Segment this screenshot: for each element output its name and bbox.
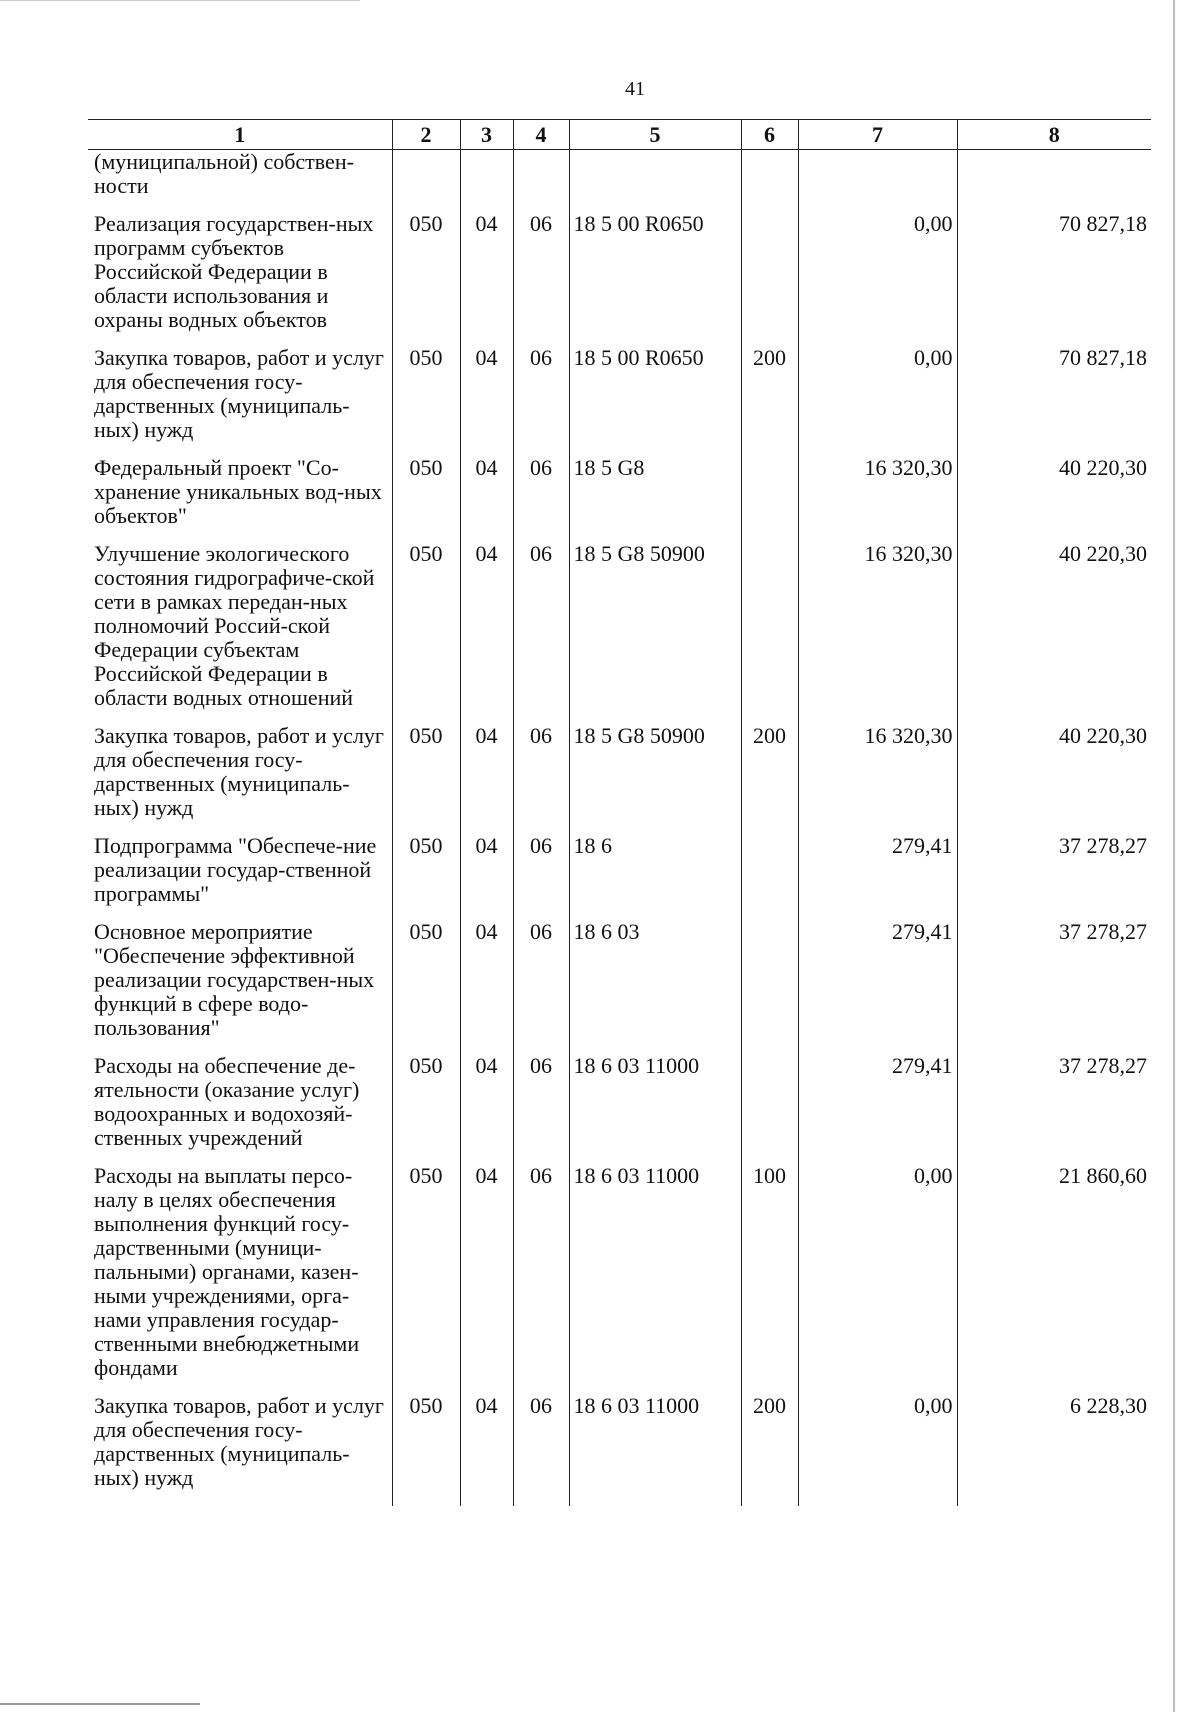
- target-article-cell: 18 5 G8 50900: [569, 724, 741, 834]
- row-name-cell: Улучшение экологического состояния гидрографиче-ской сети в рамках передан-ных полномочий Россий-ской Федерации субъектам Российской Федерации в области водных отношений: [94, 541, 375, 710]
- ministry-code-cell: [392, 150, 460, 213]
- subsection-code-cell: 06: [513, 212, 569, 346]
- subsection-code-cell: 06: [513, 346, 569, 456]
- ministry-code-cell: 050: [392, 1394, 460, 1506]
- target-article-cell: 18 6 03: [569, 920, 741, 1054]
- ministry-code-cell: 050: [392, 1164, 460, 1394]
- ministry-code-cell: 050: [392, 456, 460, 542]
- subsection-code-cell: 06: [513, 542, 569, 724]
- row-name-cell: Закупка товаров, работ и услуг для обеспечения госу-дарственных (муниципаль-ных) нужд: [94, 1393, 384, 1490]
- expense-type-cell: 100: [741, 1164, 798, 1394]
- scan-artifact-line: [1173, 0, 1175, 1712]
- ministry-code-cell: 050: [392, 346, 460, 456]
- row-name-cell: (муниципальной) собствен-ности: [94, 149, 354, 198]
- table-body: [88, 150, 1151, 1507]
- section-code-cell: 04: [460, 1164, 513, 1394]
- ministry-code-cell: 050: [392, 834, 460, 920]
- row-name-cell: Закупка товаров, работ и услуг для обеспечения госу-дарственных (муниципаль-ных) нужд: [94, 345, 384, 442]
- subsection-code-cell: 06: [513, 456, 569, 542]
- expense-type-cell: [741, 150, 798, 213]
- column-header-1: 1: [88, 120, 392, 150]
- ministry-code-cell: 050: [392, 1054, 460, 1164]
- amount-col8-cell: 6 228,30: [957, 1394, 1151, 1506]
- table-row: [88, 724, 1151, 834]
- amount-col8-cell: 40 220,30: [957, 724, 1151, 834]
- subsection-code-cell: 06: [513, 1164, 569, 1394]
- target-article-cell: 18 5 00 R0650: [569, 346, 741, 456]
- table-row: [88, 346, 1151, 456]
- expense-type-cell: [741, 834, 798, 920]
- expense-type-cell: [741, 1054, 798, 1164]
- table-row: [88, 1394, 1151, 1506]
- target-article-cell: 18 6: [569, 834, 741, 920]
- column-header-4: 4: [513, 120, 569, 150]
- page-number: 41: [625, 78, 645, 100]
- amount-col8-cell: 37 278,27: [957, 1054, 1151, 1164]
- row-name-cell: Расходы на обеспечение де-ятельности (оказание услуг) водоохранных и водохозяй-ственных учреждений: [94, 1053, 360, 1150]
- column-header-7: 7: [798, 120, 957, 150]
- table-header-row: [88, 120, 1151, 150]
- target-article-cell: [569, 150, 741, 213]
- column-header-6: 6: [741, 120, 798, 150]
- column-header-8: 8: [957, 120, 1151, 150]
- subsection-code-cell: 06: [513, 1394, 569, 1506]
- table-row: [88, 1054, 1151, 1164]
- table-row: [88, 1164, 1151, 1394]
- row-name-cell: Основное мероприятие "Обеспечение эффективной реализации государствен-ных функций в сфере водо-пользования": [94, 919, 375, 1040]
- target-article-cell: 18 5 G8 50900: [569, 542, 741, 724]
- target-article-cell: 18 6 03 11000: [569, 1394, 741, 1506]
- table-row: [88, 542, 1151, 724]
- amount-col7-cell: [798, 150, 957, 213]
- section-code-cell: 04: [460, 542, 513, 724]
- section-code-cell: 04: [460, 724, 513, 834]
- row-name-cell: Федеральный проект "Со-хранение уникальных вод-ных объектов": [94, 455, 382, 528]
- budget-table: [88, 119, 1151, 1506]
- scan-artifact-line: [0, 1703, 200, 1705]
- section-code-cell: [460, 150, 513, 213]
- expense-type-cell: [741, 920, 798, 1054]
- expense-type-cell: [741, 456, 798, 542]
- amount-col8-cell: 37 278,27: [957, 920, 1151, 1054]
- target-article-cell: 18 5 G8: [569, 456, 741, 542]
- ministry-code-cell: 050: [392, 724, 460, 834]
- expense-type-cell: 200: [741, 724, 798, 834]
- row-name-cell: Реализация государствен-ных программ субъектов Российской Федерации в области использования и охраны водных объектов: [94, 211, 374, 332]
- section-code-cell: 04: [460, 346, 513, 456]
- amount-col7-cell: 16 320,30: [798, 542, 957, 724]
- expense-type-cell: 200: [741, 346, 798, 456]
- amount-col7-cell: 16 320,30: [798, 456, 957, 542]
- amount-col8-cell: 40 220,30: [957, 456, 1151, 542]
- column-header-2: 2: [392, 120, 460, 150]
- scan-artifact-line: [0, 0, 360, 1]
- amount-col7-cell: 0,00: [798, 1164, 957, 1394]
- table-row: [88, 834, 1151, 920]
- ministry-code-cell: 050: [392, 920, 460, 1054]
- amount-col7-cell: 16 320,30: [798, 724, 957, 834]
- amount-col8-cell: 70 827,18: [957, 346, 1151, 456]
- subsection-code-cell: 06: [513, 724, 569, 834]
- table-row: [88, 212, 1151, 346]
- ministry-code-cell: 050: [392, 542, 460, 724]
- section-code-cell: 04: [460, 834, 513, 920]
- table-row: [88, 150, 1151, 213]
- ministry-code-cell: 050: [392, 212, 460, 346]
- amount-col8-cell: 70 827,18: [957, 212, 1151, 346]
- expense-type-cell: [741, 212, 798, 346]
- column-header-5: 5: [569, 120, 741, 150]
- amount-col7-cell: 0,00: [798, 212, 957, 346]
- target-article-cell: 18 6 03 11000: [569, 1054, 741, 1164]
- amount-col8-cell: 21 860,60: [957, 1164, 1151, 1394]
- section-code-cell: 04: [460, 1394, 513, 1506]
- expense-type-cell: [741, 542, 798, 724]
- expense-type-cell: 200: [741, 1394, 798, 1506]
- subsection-code-cell: 06: [513, 1054, 569, 1164]
- column-header-3: 3: [460, 120, 513, 150]
- section-code-cell: 04: [460, 212, 513, 346]
- subsection-code-cell: 06: [513, 834, 569, 920]
- target-article-cell: 18 6 03 11000: [569, 1164, 741, 1394]
- section-code-cell: 04: [460, 1054, 513, 1164]
- amount-col7-cell: 0,00: [798, 1394, 957, 1506]
- row-name-cell: Закупка товаров, работ и услуг для обеспечения госу-дарственных (муниципаль-ных) нужд: [94, 723, 384, 820]
- section-code-cell: 04: [460, 920, 513, 1054]
- amount-col7-cell: 0,00: [798, 346, 957, 456]
- row-name-cell: Подпрограмма "Обеспече-ние реализации государ-ственной программы": [94, 833, 377, 906]
- subsection-code-cell: 06: [513, 920, 569, 1054]
- row-name-cell: Расходы на выплаты персо-налу в целях обеспечения выполнения функций госу-дарственными (муници-пальными) органами, казен-ными учреждениями, орга-нами управления государ-ственными внебюджетными фондами: [94, 1163, 360, 1380]
- table-row: [88, 456, 1151, 542]
- amount-col7-cell: 279,41: [798, 920, 957, 1054]
- amount-col8-cell: 40 220,30: [957, 542, 1151, 724]
- table-row: [88, 920, 1151, 1054]
- amount-col7-cell: 279,41: [798, 1054, 957, 1164]
- amount-col8-cell: [957, 150, 1151, 213]
- amount-col8-cell: 37 278,27: [957, 834, 1151, 920]
- target-article-cell: 18 5 00 R0650: [569, 212, 741, 346]
- section-code-cell: 04: [460, 456, 513, 542]
- amount-col7-cell: 279,41: [798, 834, 957, 920]
- subsection-code-cell: [513, 150, 569, 213]
